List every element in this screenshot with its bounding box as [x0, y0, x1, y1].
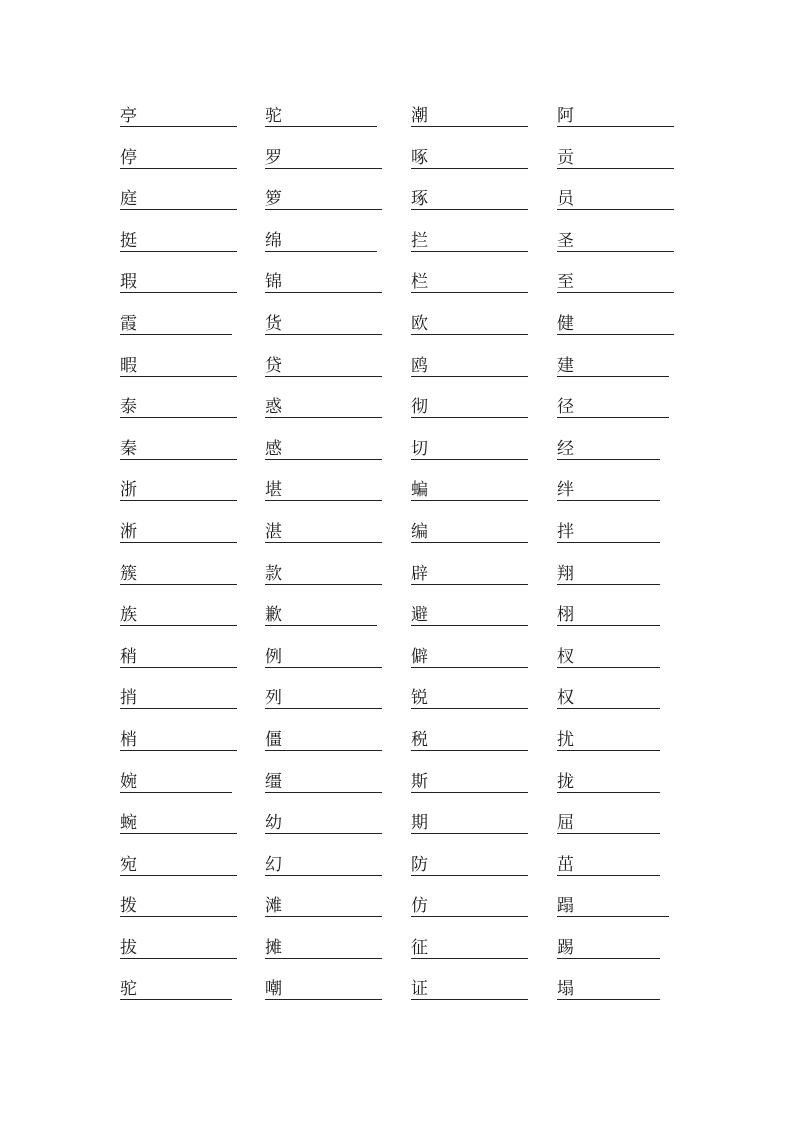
- answer-line[interactable]: [411, 542, 528, 543]
- character-label: 幻: [265, 854, 282, 875]
- character-label: 摊: [265, 937, 282, 958]
- character-label: 蜿: [120, 813, 137, 834]
- answer-line[interactable]: [411, 209, 528, 210]
- answer-line[interactable]: [120, 292, 237, 293]
- answer-line[interactable]: [120, 417, 237, 418]
- answer-line[interactable]: [557, 459, 660, 460]
- character-label: 例: [265, 646, 282, 667]
- character-label: 滩: [265, 896, 282, 917]
- answer-line[interactable]: [557, 126, 674, 127]
- answer-line[interactable]: [265, 334, 382, 335]
- character-label: 锦: [265, 272, 282, 293]
- answer-line[interactable]: [265, 168, 382, 169]
- character-label: 啄: [411, 147, 428, 168]
- character-label: 僻: [411, 646, 428, 667]
- answer-line[interactable]: [265, 500, 382, 501]
- answer-line[interactable]: [557, 833, 660, 834]
- character-label: 瑕: [120, 272, 137, 293]
- answer-line[interactable]: [120, 708, 237, 709]
- answer-line[interactable]: [120, 833, 237, 834]
- character-label: 歉: [265, 605, 282, 626]
- character-label: 切: [411, 438, 428, 459]
- answer-line[interactable]: [120, 667, 237, 668]
- answer-line[interactable]: [557, 667, 660, 668]
- answer-line[interactable]: [265, 126, 377, 127]
- character-label: 建: [557, 355, 574, 376]
- character-label: 幼: [265, 813, 282, 834]
- answer-line[interactable]: [265, 667, 382, 668]
- answer-line[interactable]: [265, 542, 382, 543]
- answer-line[interactable]: [265, 625, 377, 626]
- answer-line[interactable]: [557, 500, 660, 501]
- answer-line[interactable]: [557, 376, 669, 377]
- answer-line[interactable]: [120, 792, 232, 793]
- character-label: 列: [265, 688, 282, 709]
- answer-line[interactable]: [120, 542, 237, 543]
- character-label: 贡: [557, 147, 574, 168]
- answer-line[interactable]: [411, 625, 528, 626]
- answer-line[interactable]: [265, 459, 382, 460]
- character-label: 绵: [265, 230, 282, 251]
- answer-line[interactable]: [557, 334, 674, 335]
- answer-line[interactable]: [411, 500, 528, 501]
- character-label: 湛: [265, 521, 282, 542]
- answer-line[interactable]: [411, 916, 528, 917]
- answer-line[interactable]: [265, 792, 382, 793]
- character-label: 捎: [120, 688, 137, 709]
- answer-line[interactable]: [411, 958, 528, 959]
- answer-line[interactable]: [265, 750, 382, 751]
- character-label: 屈: [557, 813, 574, 834]
- character-label: 避: [411, 605, 428, 626]
- character-label: 梢: [120, 729, 137, 750]
- character-label: 族: [120, 605, 137, 626]
- answer-line[interactable]: [557, 792, 660, 793]
- character-label: 堪: [265, 480, 282, 501]
- answer-line[interactable]: [120, 916, 237, 917]
- answer-line[interactable]: [120, 958, 237, 959]
- answer-line[interactable]: [120, 625, 237, 626]
- character-label: 员: [557, 189, 574, 210]
- answer-line[interactable]: [265, 417, 382, 418]
- answer-line[interactable]: [557, 875, 660, 876]
- character-label: 拨: [120, 896, 137, 917]
- character-label: 拢: [557, 771, 574, 792]
- character-label: 径: [557, 397, 574, 418]
- character-label: 箩: [265, 189, 282, 210]
- character-label: 锐: [411, 688, 428, 709]
- character-label: 庭: [120, 189, 137, 210]
- answer-line[interactable]: [557, 168, 674, 169]
- answer-line[interactable]: [557, 999, 660, 1000]
- answer-line[interactable]: [120, 376, 237, 377]
- character-label: 税: [411, 729, 428, 750]
- answer-line[interactable]: [557, 251, 674, 252]
- answer-line[interactable]: [120, 334, 232, 335]
- character-label: 惑: [265, 397, 282, 418]
- character-label: 琢: [411, 189, 428, 210]
- character-label: 僵: [265, 729, 282, 750]
- character-label: 防: [411, 854, 428, 875]
- character-label: 塌: [557, 979, 574, 1000]
- character-label: 驼: [265, 106, 282, 126]
- answer-line[interactable]: [557, 542, 660, 543]
- character-label: 稍: [120, 646, 137, 667]
- answer-line[interactable]: [120, 500, 237, 501]
- character-label: 征: [411, 937, 428, 958]
- answer-line[interactable]: [120, 584, 237, 585]
- answer-line[interactable]: [557, 708, 660, 709]
- character-label: 彻: [411, 397, 428, 418]
- character-label: 宛: [120, 854, 137, 875]
- answer-line[interactable]: [411, 999, 528, 1000]
- character-label: 浙: [120, 480, 137, 501]
- character-label: 至: [557, 272, 574, 293]
- answer-line[interactable]: [265, 584, 382, 585]
- answer-line[interactable]: [120, 999, 232, 1000]
- answer-line[interactable]: [411, 584, 528, 585]
- answer-line[interactable]: [265, 376, 382, 377]
- answer-line[interactable]: [411, 251, 528, 252]
- answer-line[interactable]: [411, 833, 528, 834]
- character-label: 编: [411, 521, 428, 542]
- answer-line[interactable]: [411, 792, 528, 793]
- answer-line[interactable]: [411, 667, 528, 668]
- character-label: 嘲: [265, 979, 282, 1000]
- character-label: 鸥: [411, 355, 428, 376]
- character-label: 霞: [120, 313, 137, 334]
- answer-line[interactable]: [557, 625, 660, 626]
- answer-line[interactable]: [411, 708, 528, 709]
- character-label: 茁: [557, 854, 574, 875]
- character-label: 贷: [265, 355, 282, 376]
- answer-line[interactable]: [265, 875, 382, 876]
- character-label: 权: [557, 688, 574, 709]
- character-label: 泰: [120, 397, 137, 418]
- answer-line[interactable]: [120, 209, 237, 210]
- answer-line[interactable]: [265, 958, 382, 959]
- character-label: 拌: [557, 521, 574, 542]
- character-label: 款: [265, 563, 282, 584]
- character-label: 感: [265, 438, 282, 459]
- character-label: 淅: [120, 521, 137, 542]
- answer-line[interactable]: [265, 916, 382, 917]
- character-label: 潮: [411, 106, 428, 126]
- character-label: 栩: [557, 605, 574, 626]
- answer-line[interactable]: [120, 251, 237, 252]
- answer-line[interactable]: [120, 875, 237, 876]
- character-label: 蹋: [557, 896, 574, 917]
- character-label: 拦: [411, 230, 428, 251]
- answer-line[interactable]: [557, 958, 660, 959]
- character-label: 阿: [557, 106, 574, 126]
- answer-line[interactable]: [557, 209, 674, 210]
- character-label: 绊: [557, 480, 574, 501]
- character-label: 暇: [120, 355, 137, 376]
- character-label: 货: [265, 313, 282, 334]
- character-label: 挺: [120, 230, 137, 251]
- answer-line[interactable]: [411, 168, 528, 169]
- answer-line[interactable]: [557, 417, 669, 418]
- answer-line[interactable]: [411, 750, 528, 751]
- character-label: 扰: [557, 729, 574, 750]
- answer-line[interactable]: [120, 459, 237, 460]
- character-label: 蝙: [411, 480, 428, 501]
- character-label: 罗: [265, 147, 282, 168]
- answer-line[interactable]: [265, 251, 377, 252]
- character-label: 辟: [411, 563, 428, 584]
- answer-line[interactable]: [411, 459, 528, 460]
- character-label: 证: [411, 979, 428, 1000]
- answer-line[interactable]: [265, 833, 382, 834]
- character-label: 期: [411, 813, 428, 834]
- answer-line[interactable]: [411, 126, 528, 127]
- answer-line[interactable]: [411, 292, 528, 293]
- answer-line[interactable]: [265, 292, 382, 293]
- character-label: 缰: [265, 771, 282, 792]
- answer-line[interactable]: [120, 168, 237, 169]
- answer-line[interactable]: [120, 750, 237, 751]
- answer-line[interactable]: [557, 750, 660, 751]
- character-label: 欧: [411, 313, 428, 334]
- character-label: 驼: [120, 979, 137, 1000]
- answer-line[interactable]: [557, 916, 669, 917]
- character-label: 仿: [411, 896, 428, 917]
- character-label: 翔: [557, 563, 574, 584]
- character-label: 婉: [120, 771, 137, 792]
- answer-line[interactable]: [120, 126, 237, 127]
- answer-line[interactable]: [265, 209, 382, 210]
- character-label: 停: [120, 147, 137, 168]
- character-label: 杈: [557, 646, 574, 667]
- answer-line[interactable]: [411, 875, 528, 876]
- answer-line[interactable]: [411, 376, 528, 377]
- character-label: 斯: [411, 771, 428, 792]
- answer-line[interactable]: [557, 292, 674, 293]
- character-label: 踢: [557, 937, 574, 958]
- character-label: 秦: [120, 438, 137, 459]
- character-label: 经: [557, 438, 574, 459]
- character-label: 圣: [557, 230, 574, 251]
- character-label: 健: [557, 313, 574, 334]
- character-label: 栏: [411, 272, 428, 293]
- character-label: 簇: [120, 563, 137, 584]
- answer-line[interactable]: [411, 417, 528, 418]
- character-label: 亭: [120, 106, 137, 126]
- answer-line[interactable]: [411, 334, 528, 335]
- answer-line[interactable]: [265, 708, 382, 709]
- answer-line[interactable]: [557, 584, 660, 585]
- answer-line[interactable]: [265, 999, 382, 1000]
- character-label: 拔: [120, 937, 137, 958]
